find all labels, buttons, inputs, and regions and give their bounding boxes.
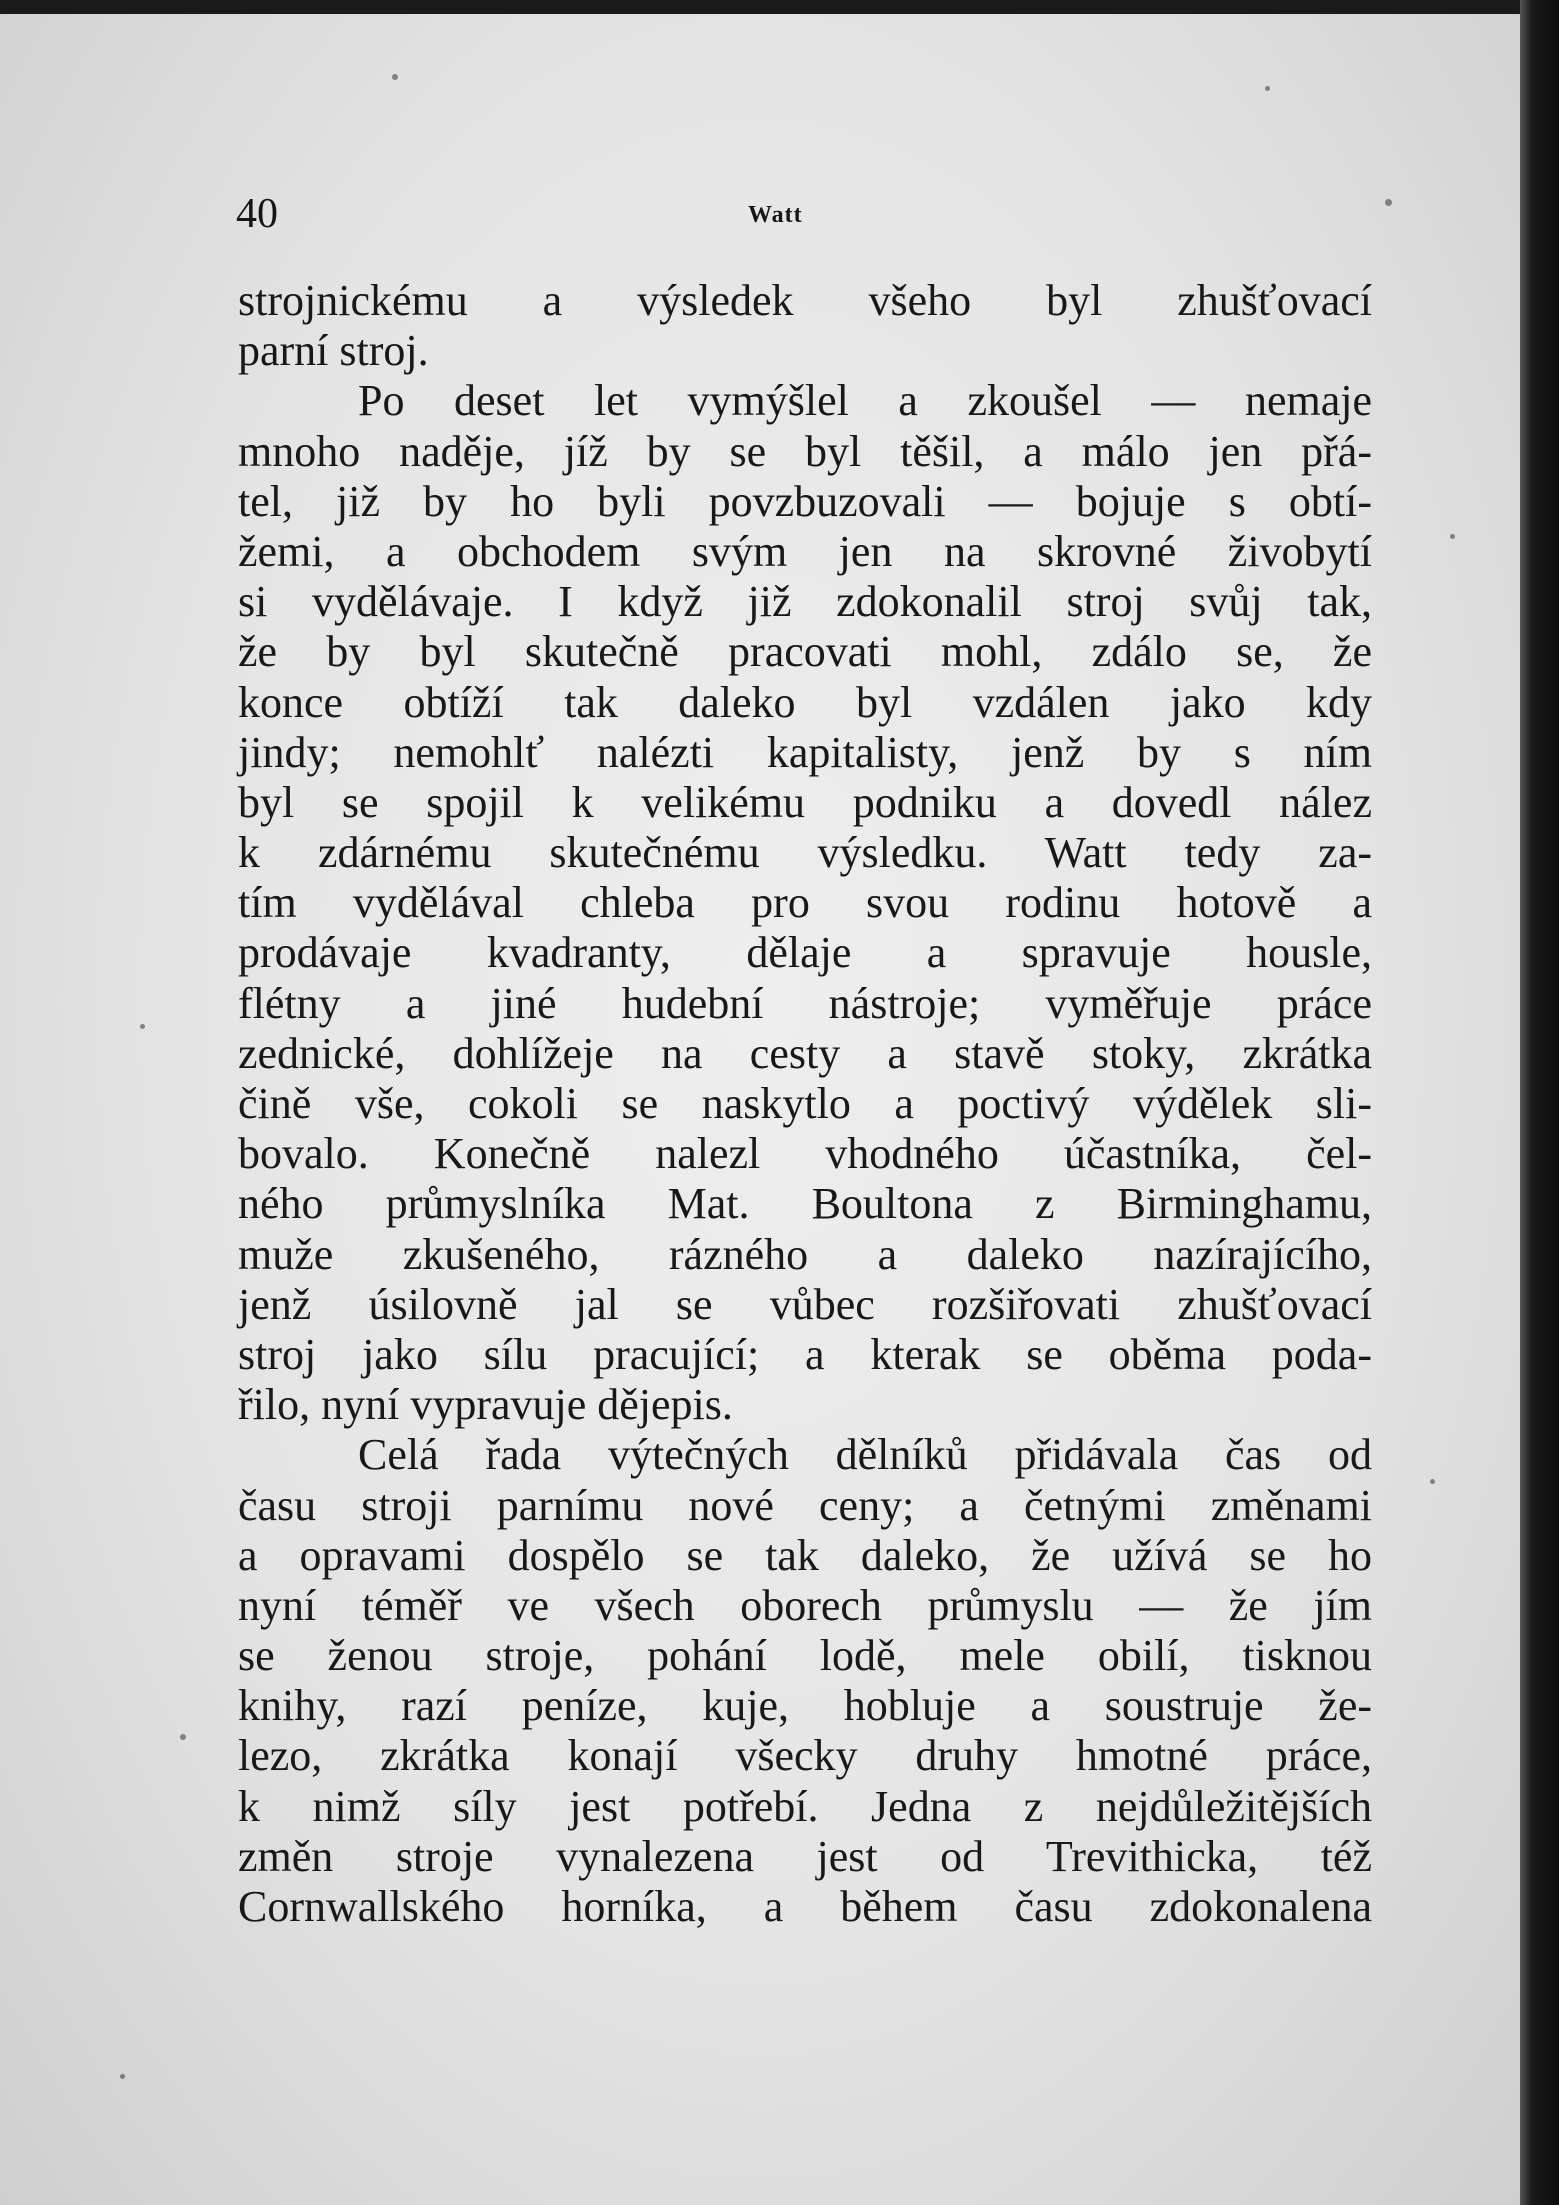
page-header: [236, 190, 1376, 250]
text-line: knihy, razí peníze, kuje, hobluje a soustruje že-: [238, 1681, 1372, 1731]
text-line: lezo, zkrátka konají všecky druhy hmotné práce,: [238, 1731, 1372, 1781]
page-edge-shadow: [1520, 0, 1559, 2205]
text-line: tím vydělával chleba pro svou rodinu hotově a: [238, 878, 1372, 928]
scan-speck: [180, 1734, 186, 1740]
body-text: [238, 276, 1372, 1932]
scan-speck: [1265, 86, 1270, 91]
text-line: byl se spojil k velikému podniku a dovedl nález: [238, 777, 1372, 827]
text-line: ného průmyslníka Mat. Boultona z Birminghamu,: [238, 1179, 1372, 1229]
scan-speck: [140, 1024, 145, 1029]
text-line: tel, již by ho byli povzbuzovali — bojuje s obtí-: [238, 476, 1372, 526]
text-line: se ženou stroje, pohání lodě, mele obilí, tisknou: [238, 1631, 1372, 1681]
text-line: změn stroje vynalezena jest od Trevithicka, též: [238, 1831, 1372, 1881]
text-line: flétny a jiné hudební nástroje; vyměřuje práce: [238, 978, 1372, 1028]
scan-speck: [392, 74, 398, 80]
scan-speck: [120, 2074, 125, 2079]
running-head: Watt: [748, 202, 803, 228]
text-line: že by byl skutečně pracovati mohl, zdálo se, že: [238, 627, 1372, 677]
text-line: konce obtíží tak daleko byl vzdálen jako kdy: [238, 677, 1372, 727]
scan-speck: [1430, 1479, 1435, 1484]
scan-speck: [1450, 534, 1455, 539]
text-line: Po deset let vymýšlel a zkoušel — nemaje: [358, 376, 1372, 426]
text-line: Cornwallského horníka, a během času zdokonalena: [238, 1882, 1372, 1931]
text-line: k zdárnému skutečnému výsledku. Watt tedy za-: [238, 828, 1372, 878]
text-line: strojnickému a výsledek všeho byl zhušťovací: [238, 276, 1372, 325]
text-line: řilo, nyní vypravuje dějepis.: [238, 1380, 733, 1430]
text-line: muže zkušeného, rázného a daleko nazírajícího,: [238, 1229, 1372, 1279]
text-line: nyní téměř ve všech oborech průmyslu — že jím: [238, 1580, 1372, 1630]
text-line: parní stroj.: [238, 326, 429, 376]
text-line: k nimž síly jest potřebí. Jedna z nejdůležitějších: [238, 1781, 1372, 1831]
text-line: čině vše, cokoli se naskytlo a poctivý výdělek sli-: [238, 1079, 1372, 1128]
text-line: stroj jako sílu pracující; a kterak se oběma poda-: [238, 1329, 1372, 1379]
text-line: zednické, dohlížeje na cesty a stavě stoky, zkrátka: [238, 1028, 1372, 1078]
text-line: času stroji parnímu nové ceny; a četnými změnami: [238, 1480, 1372, 1530]
scan-speck: [1385, 199, 1392, 206]
text-line: prodávaje kvadranty, dělaje a spravuje housle,: [238, 928, 1372, 978]
text-line: si vydělávaje. I když již zdokonalil stroj svůj tak,: [238, 577, 1372, 627]
text-line: bovalo. Konečně nalezl vhodného účastníka, čel-: [238, 1129, 1372, 1179]
text-line: žemi, a obchodem svým jen na skrovné živobytí: [238, 526, 1372, 576]
text-line: a opravami dospělo se tak daleko, že užívá se ho: [238, 1530, 1372, 1580]
text-line: jenž úsilovně jal se vůbec rozšiřovati zhušťovací: [238, 1279, 1372, 1329]
text-line: jindy; nemohlť nalézti kapitalisty, jenž by s ním: [238, 727, 1372, 777]
text-line: Celá řada výtečných dělníků přidávala čas od: [358, 1430, 1372, 1480]
text-line: mnoho naděje, jíž by se byl těšil, a málo jen přá-: [238, 426, 1372, 476]
page-number: 40: [236, 191, 278, 237]
